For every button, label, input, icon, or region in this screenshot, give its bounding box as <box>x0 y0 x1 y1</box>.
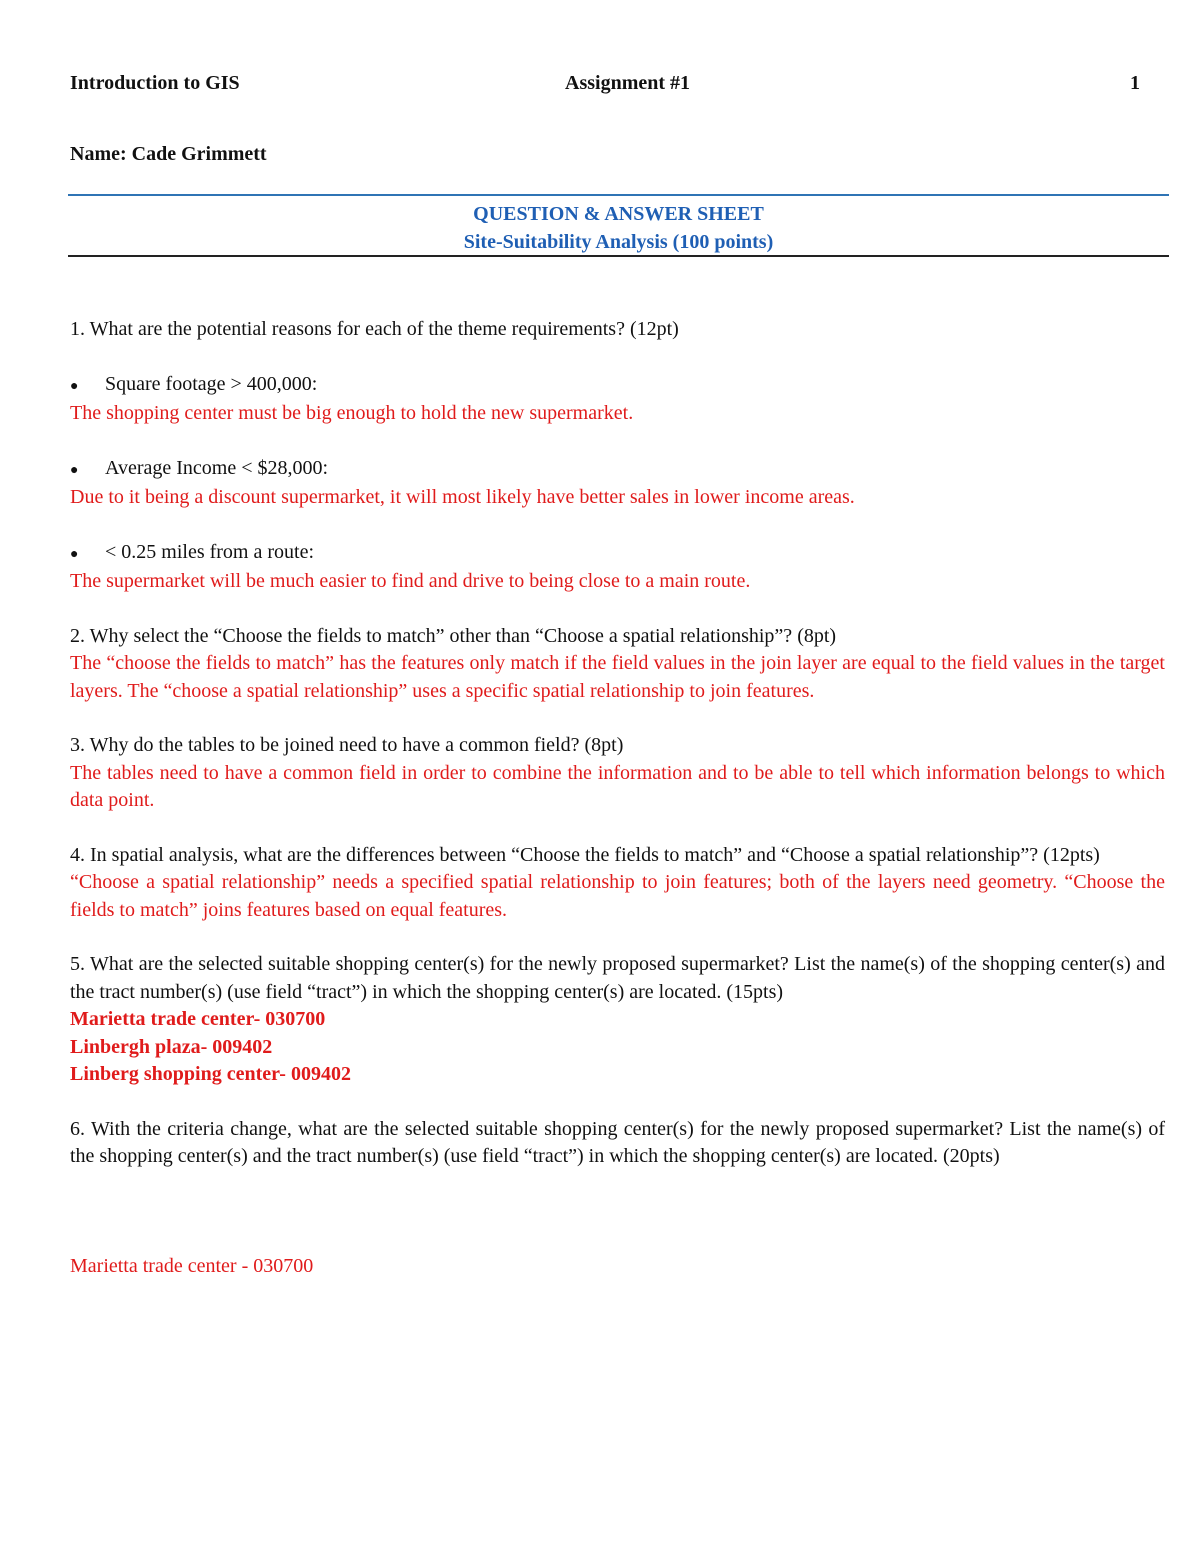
answer-3: The tables need to have a common field in order to combine the information and to be able to tell which information belongs to which data point. <box>70 761 1165 811</box>
answer-1a: The shopping center must be big enough to hold the new supermarket. <box>70 402 634 424</box>
question-2: 2. Why select the “Choose the fields to match” other than “Choose a spatial relationship”? (8pt) <box>70 624 837 647</box>
page-number: 1 <box>1130 72 1140 94</box>
criterion-text: Average Income < $28,000: <box>105 456 329 479</box>
answer-5-item: Linbergh plaza- 009402 <box>70 1035 273 1058</box>
answer-4: “Choose a spatial relationship” needs a specified spatial relationship to join features; both of the layers need geometry. “Choose the fields to match” joins features based on equal features. <box>70 871 1165 921</box>
list-item <box>70 539 1165 569</box>
answer-1c: The supermarket will be much easier to find and drive to being close to a main route. <box>70 570 751 592</box>
answer-1b: Due to it being a discount supermarket, it will most likely have better sales in lower income areas. <box>70 486 855 508</box>
answer-spacer <box>70 1171 1165 1253</box>
question-list <box>70 316 1165 1280</box>
student-name: Name: Cade Grimmett <box>70 143 267 165</box>
criterion-text: < 0.25 miles from a route: <box>105 540 315 563</box>
criterion-text: Square footage > 400,000: <box>105 372 318 395</box>
course-title: Introduction to GIS <box>70 72 240 94</box>
top-divider <box>68 194 1169 196</box>
bullet-icon: ● <box>70 378 79 394</box>
answer-5-item: Linberg shopping center- 009402 <box>70 1063 351 1085</box>
question-3: 3. Why do the tables to be joined need to have a common field? (8pt) <box>70 734 624 756</box>
question-5: 5. What are the selected suitable shopping center(s) for the newly proposed supermarket? List the name(s) of the shopping center(s) and the tract number(s) (use field “tract”) in which the shopping center(s) are located. (15pts) <box>70 953 1165 1003</box>
answer-6: Marietta trade center - 030700 <box>70 1254 314 1277</box>
page-header <box>70 72 1140 102</box>
list-item <box>70 455 1165 485</box>
sheet-subtitle: Site-Suitability Analysis (100 points) <box>463 231 774 253</box>
bullet-icon: ● <box>70 546 79 562</box>
answer-2: The “choose the fields to match” has the features only match if the field values in the join layer are equal to the field values in the target layers. The “choose a spatial relationship” uses a specific spatial relationship to join features. <box>70 652 1165 702</box>
answer-5-item: Marietta trade center- 030700 <box>70 1008 326 1030</box>
assignment-title: Assignment #1 <box>565 72 691 94</box>
question-4: 4. In spatial analysis, what are the differences between “Choose the fields to match” and “Choose a spatial relationship”? (12pts) <box>70 843 1100 866</box>
bottom-divider <box>68 255 1169 257</box>
bullet-icon: ● <box>70 462 79 478</box>
list-item <box>70 371 1165 401</box>
sheet-heading <box>68 200 1169 256</box>
sheet-title: QUESTION & ANSWER SHEET <box>473 203 764 225</box>
question-6: 6. With the criteria change, what are the selected suitable shopping center(s) for the newly proposed supermarket? List the name(s) of the shopping center(s) and the tract number(s) (use field “tract”) in which the shopping center(s) are located. (20pts) <box>70 1117 1165 1167</box>
question-1: 1. What are the potential reasons for each of the theme requirements? (12pt) <box>70 318 679 340</box>
